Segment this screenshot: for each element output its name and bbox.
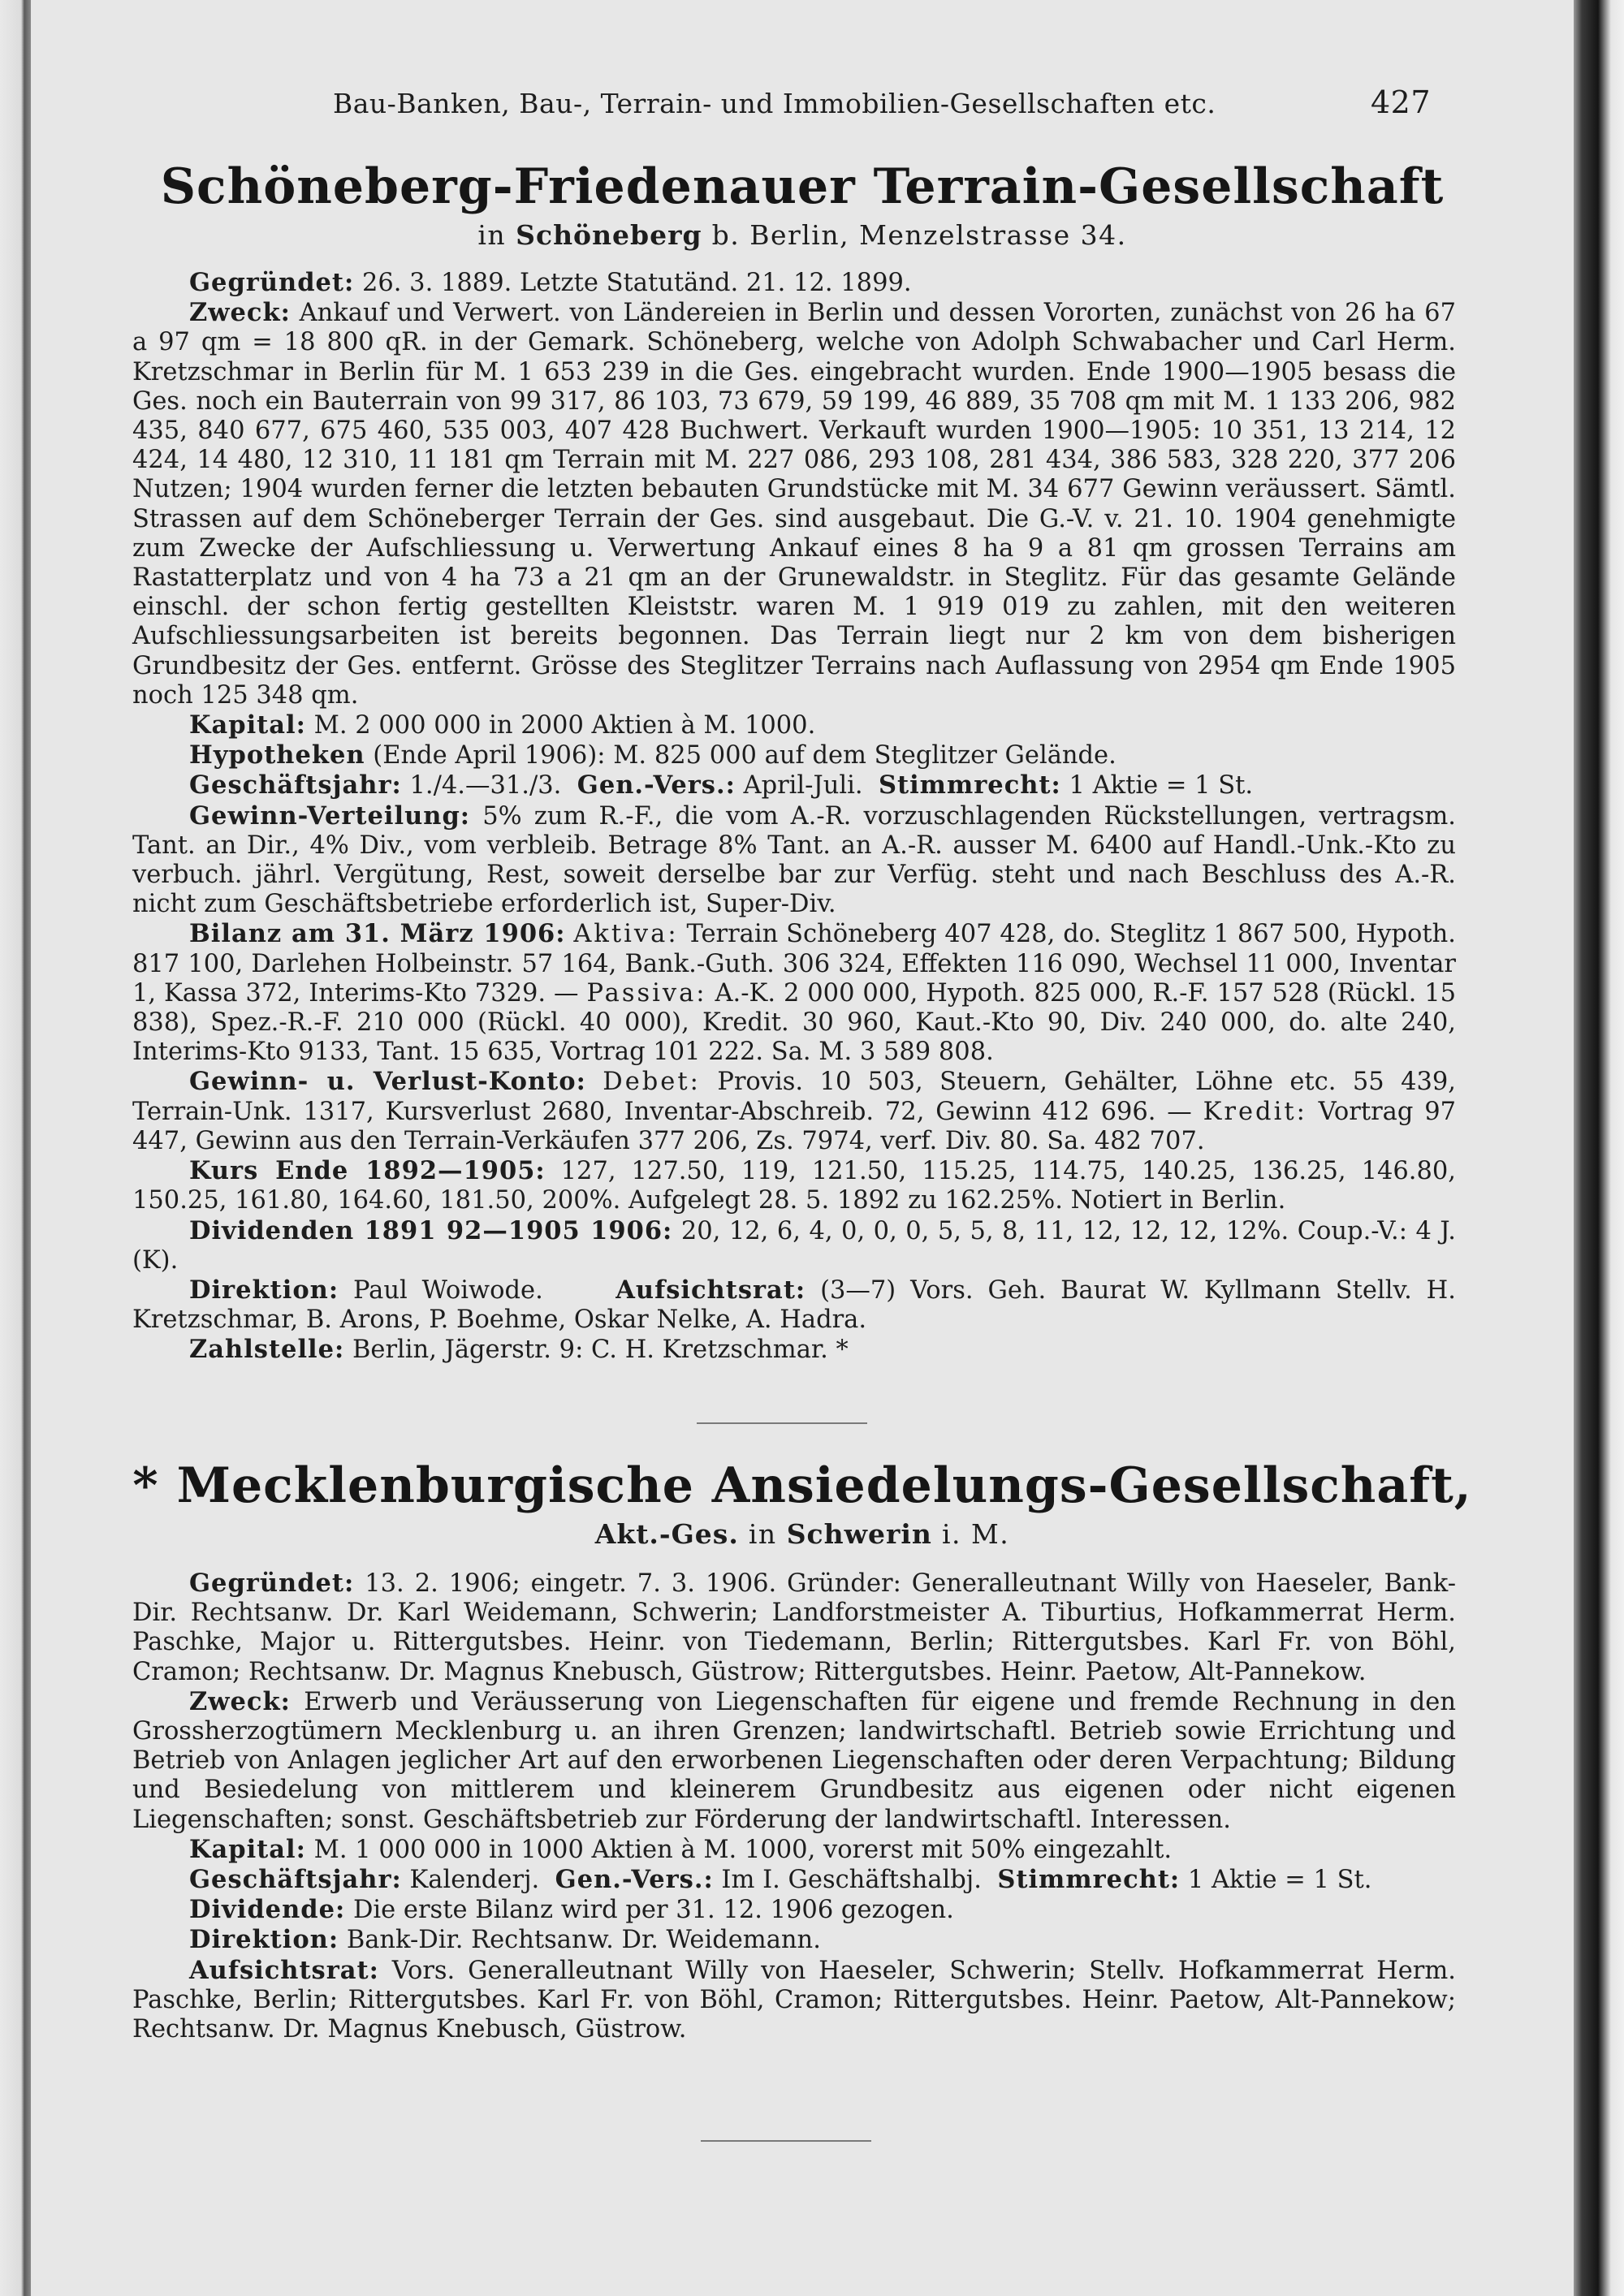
entry2-dividende: Dividende: Die erste Bilanz wird per 31. 12. 1906 gezogen. xyxy=(189,1895,954,1925)
entry2-zweck: Zweck: Erwerb und Veräusserung von Liegenschaften für eigene und fremde Rechnung in den Grossherzogtümern Mecklenburg u. an ihren Grenzen; landwirtschaftl. Betrieb sowie Errichtung und Betrieb von Anlagen jeglicher Art auf den erworbenen Liegenschaften oder deren Verpachtung; Bildung und Besiedelung von mittlerem und kleinerem Grundbesitz aus eigenen oder nicht eigenen Liegenschaften; sonst. Geschäftsbetrieb zur Förderung der landwirtschaftl. Interessen. xyxy=(132,1686,1456,1834)
entry1-gewinn-verteilung: Gewinn-Verteilung: 5% zum R.-F., die vom A.-R. vorzuschlagenden Rückstellungen, vertragsm. Tant. an Dir., 4% Div., vom verbleib. Betrage 8% Tant. an A.-R. ausser M. 6400 auf Handl.-Unk.-Kto zu verbuch. jährl. Vergütung, Rest, soweit derselbe bar zur Verfüg. steht und nach Beschluss des A.-R. nicht zum Geschäftsbetriebe erforderlich ist, Super-Div. xyxy=(132,801,1456,919)
entry1-title: Schöneberg-Friedenauer Terrain-Gesellschaft xyxy=(160,158,1445,215)
entry1-hypotheken: Hypotheken (Ende April 1906): M. 825 000 auf dem Steglitzer Gelände. xyxy=(189,740,1116,770)
entry1-subtitle xyxy=(31,219,1574,251)
entry2-direktion: Direktion: Bank-Dir. Rechtsanw. Dr. Weidemann. xyxy=(189,1925,821,1955)
entry1-kapital: Kapital: M. 2 000 000 in 2000 Aktien à M. 1000. xyxy=(189,710,816,740)
page-number: 427 xyxy=(1371,84,1432,120)
entry1-sub-post: b. Berlin, Menzelstrasse 34. xyxy=(711,219,1127,251)
entry2-subtitle xyxy=(31,1518,1574,1550)
entry2-sub-in: in xyxy=(748,1518,777,1550)
scan-right-edge xyxy=(1574,0,1624,2296)
entry1-bilanz: Bilanz am 31. März 1906: Aktiva: Terrain Schöneberg 407 428, do. Steglitz 1 867 500, Hypoth. 817 100, Darlehen Holbeinstr. 57 164, Bank.-Guth. 306 324, Effekten 116 090, Wechsel 11 000, Inventar 1, Kassa 372, Interims-Kto 7329. — Passiva: A.-K. 2 000 000, Hypoth. 825 000, R.-F. 157 528 (Rückl. 15 838), Spez.-R.-F. 210 000 (Rückl. 40 000), Kredit. 30 960, Kaut.-Kto 90, Div. 240 000, do. alte 240, Interims-Kto 9133, Tant. 15 635, Vortrag 101 222. Sa. M. 3 589 808. xyxy=(132,919,1457,1067)
entry1-zweck: Zweck: Ankauf und Verwert. von Ländereien in Berlin und dessen Vororten, zunächst von 26 ha 67 a 97 qm = 18 800 qR. in der Gemark. Schöneberg, welche von Adolph Schwabacher und Carl Herm. Kretzschmar in Berlin für M. 1 653 239 in die Ges. eingebracht wurden. Ende 1900—1905 besass die Ges. noch ein Bauterrain von 99 317, 86 103, 73 679, 59 199, 46 889, 35 708 qm mit M. 1 133 206, 982 435, 840 677, 675 460, 535 003, 407 428 Buchwert. Verkauft wurden 1900—1905: 10 351, 13 214, 12 424, 14 480, 12 310, 11 181 qm Terrain mit M. 227 086, 293 108, 281 434, 386 583, 328 220, 377 206 Nutzen; 1904 wurden ferner die letzten bebauten Grundstücke mit M. 34 677 Gewinn veräussert. Sämtl. Strassen auf dem Schöneberger Terrain der Ges. sind ausgebaut. Die G.-V. v. 21. 10. 1904 genehmigte zum Zwecke der Aufschliessung u. Verwertung Ankauf eines 8 ha 9 a 81 qm grossen Terrains am Rastatterplatz und von 4 ha 73 a 21 qm an der Grunewaldstr. in Steglitz. Für das gesamte Gelände einschl. der schon fertig gestellten Kleiststr. waren M. 1 919 019 zu zahlen, mit den weiteren Aufschliessungsarbeiten ist bereits begonnen. Das Terrain liegt nur 2 km von dem bisherigen Grundbesitz der Ges. entfernt. Grösse des Steglitzer Terrains nach Auflassung von 2954 qm Ende 1905 noch 125 348 qm. xyxy=(132,298,1456,710)
book-page xyxy=(31,0,1574,2296)
running-header xyxy=(31,84,1574,123)
entry1-geschaeftsjahr: Geschäftsjahr: 1./4.—31./3. Gen.-Vers.: April-Juli. Stimmrecht: 1 Aktie = 1 St. xyxy=(189,770,1254,801)
entry2-sub-post: i. M. xyxy=(941,1518,1010,1550)
bottom-divider xyxy=(701,2140,871,2142)
entry2-sub-akt: Akt.-Ges. xyxy=(594,1518,739,1550)
entry-divider xyxy=(697,1422,867,1424)
running-title: Bau-Banken, Bau-, Terrain- und Immobilien-Gesellschaften etc. xyxy=(333,88,1216,119)
entry2-geschaeftsjahr: Geschäftsjahr: Kalenderj. Gen.-Vers.: Im I. Geschäftshalbj. Stimmrecht: 1 Aktie = 1 St. xyxy=(189,1865,1372,1895)
entry2-title: * Mecklenburgische Ansiedelungs-Gesellschaft, xyxy=(132,1457,1472,1514)
entry2-kapital: Kapital: M. 1 000 000 in 1000 Aktien à M. 1000, vorerst mit 50% eingezahlt. xyxy=(189,1834,1173,1864)
entry1-gewinn-verlust: Gewinn- u. Verlust-Konto: Debet: Provis. 10 503, Steuern, Gehälter, Löhne etc. 55 439, Terrain-Unk. 1317, Kursverlust 2680, Inventar-Abschreib. 72, Gewinn 412 696. — Kredit: Vortrag 97 447, Gewinn aus den Terrain-Verkäufen 377 206, Zs. 7974, verf. Div. 80. Sa. 482 707. xyxy=(132,1067,1457,1155)
entry1-kurs: Kurs Ende 1892—1905: 127, 127.50, 119, 121.50, 115.25, 114.75, 140.25, 136.25, 146.80, 150.25, 161.80, 164.60, 181.50, 200%. Aufgelegt 28. 5. 1892 zu 162.25%. Notiert in Berlin. xyxy=(132,1156,1456,1215)
entry2-aufsichtsrat: Aufsichtsrat: Vors. Generalleutnant Willy von Haeseler, Schwerin; Stellv. Hofkammerrat Herm. Paschke, Berlin; Rittergutsbes. Karl Fr. von Böhl, Cramon; Rittergutsbes. Heinr. Paetow, Alt-Pannekow; Rechtsanw. Dr. Magnus Knebusch, Güstrow. xyxy=(132,1955,1456,2044)
entry1-gegruendet: Gegründet: 26. 3. 1889. Letzte Statutänd. 21. 12. 1899. xyxy=(189,268,912,297)
entry1-sub-city: Schöneberg xyxy=(516,219,702,251)
entry1-dividenden: Dividenden 1891 92—1905 1906: 20, 12, 6, 4, 0, 0, 0, 5, 5, 8, 11, 12, 12, 12, 12%. Coup.-V.: 4 J. (K). xyxy=(132,1215,1456,1275)
entry1-zahlstelle: Zahlstelle: Berlin, Jägerstr. 9: C. H. Kretzschmar. * xyxy=(189,1335,849,1365)
entry2-body xyxy=(132,1569,1456,2044)
entry2-sub-city: Schwerin xyxy=(786,1518,932,1550)
entry1-direktion: Direktion: Paul Woiwode. Aufsichtsrat: (3—7) Vors. Geh. Baurat W. Kyllmann Stellv. H. Kretzschmar, B. Arons, P. Boehme, Oskar Nelke, A. Hadra. xyxy=(132,1275,1456,1335)
entry2-gegruendet: Gegründet: 13. 2. 1906; eingetr. 7. 3. 1906. Gründer: Generalleutnant Willy von Haeseler, Bank-Dir. Rechtsanw. Dr. Karl Weidemann, Schwerin; Landforstmeister A. Tiburtius, Hofkammerrat Herm. Paschke, Major u. Rittergutsbes. Heinr. von Tiedemann, Berlin; Rittergutsbes. Karl Fr. von Böhl, Cramon; Rechtsanw. Dr. Magnus Knebusch, Güstrow; Rittergutsbes. Heinr. Paetow, Alt-Pannekow. xyxy=(132,1569,1456,1686)
entry1-body xyxy=(132,268,1456,1366)
scan-left-edge xyxy=(0,0,31,2296)
entry1-sub-pre: in xyxy=(477,219,507,251)
